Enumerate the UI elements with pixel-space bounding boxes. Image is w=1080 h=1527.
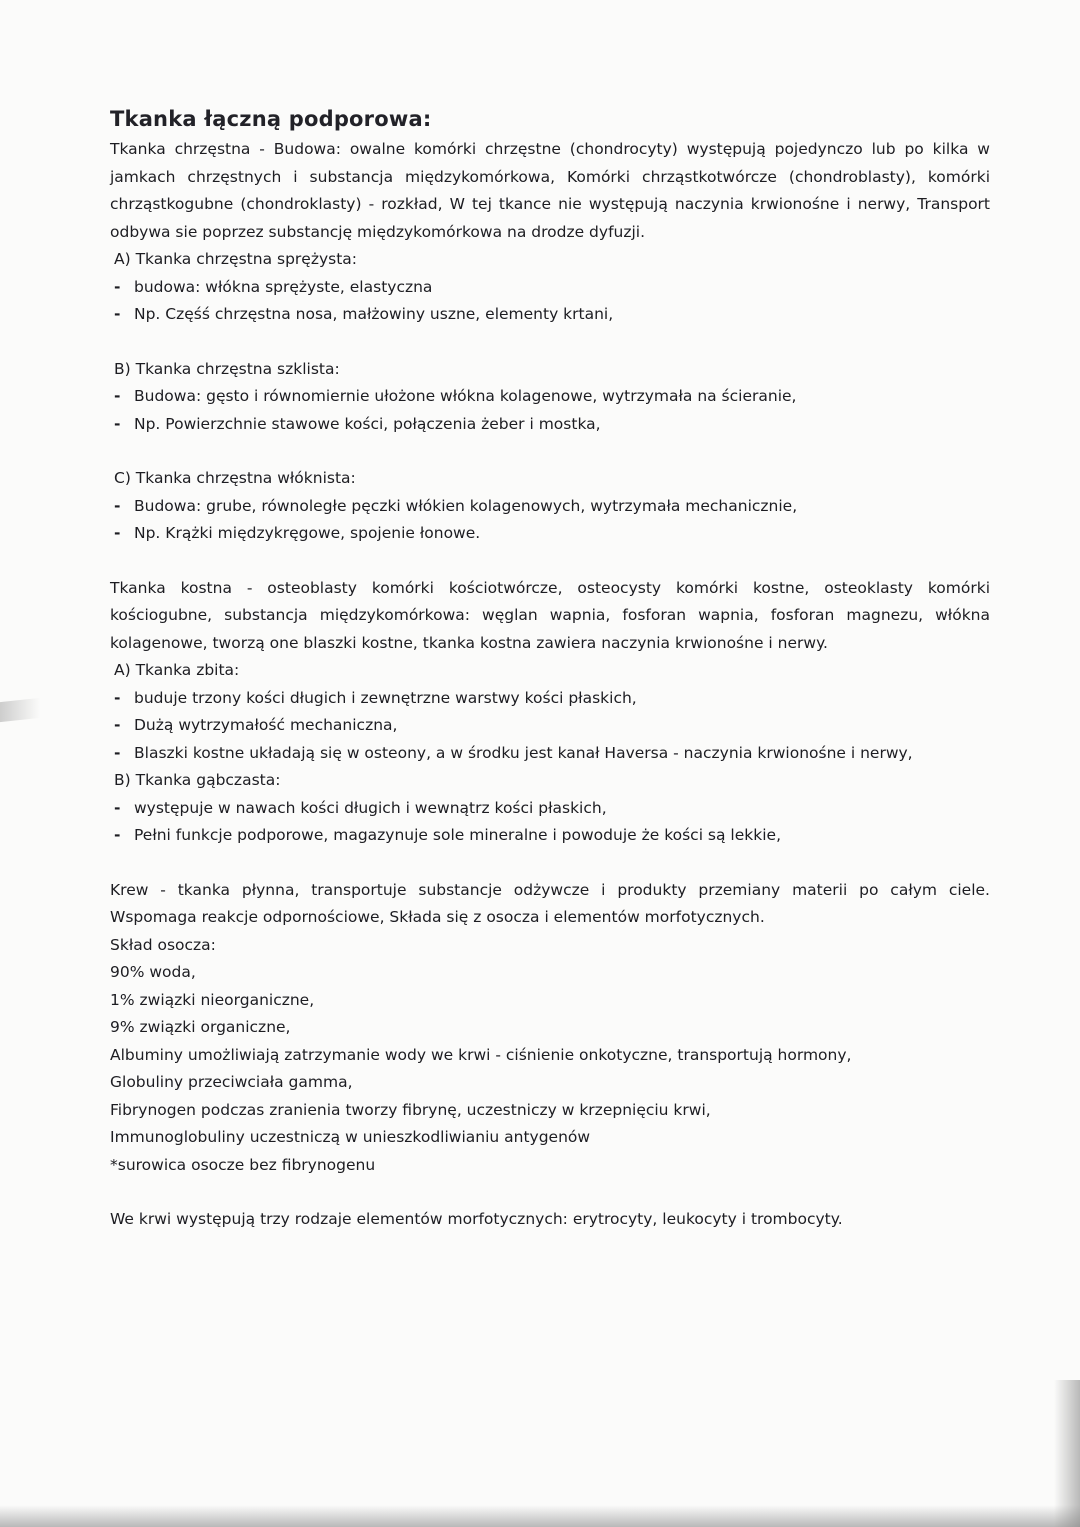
spacer <box>110 548 990 575</box>
bone-intro: Tkanka kostna - osteoblasty komórki kościotwórcze, osteocysty komórki kostne, osteoklasty komórki kościogubne, substancja międzykomórkowa: węglan wapnia, fosforan wapnia, fosforan magnezu, włókna kolagenowe, tworzą one blaszki kostne, tkanka kostna zawiera naczynia krwionośne i nerwy. <box>110 578 990 652</box>
blood-line: Albuminy umożliwiają zatrzymanie wody we krwi - ciśnienie onkotyczne, transportują hormony, <box>110 1045 852 1064</box>
cartilage-b-heading: B) Tkanka chrzęstna szklista: <box>114 359 340 378</box>
cartilage-intro: Tkanka chrzęstna - Budowa: owalne komórki chrzęstne (chondrocyty) występują pojedynczo lub po kilka w jamkach chrzęstnych i substancja międzykomórkowa, Komórki chrząstkotwórcze (chondroblasty), komórki chrząstkogubne (chondroklasty) - rozkład, W tej tkance nie występują naczynia krwionośne i nerwy, Transport odbywa sie poprzez substancję międzykomórkowa na drodze dyfuzji. <box>110 140 990 241</box>
bone-b-list <box>110 795 990 850</box>
blood-intro: Krew - tkanka płynna, transportuje substancje odżywcze i produkty przemiany materii po całym ciele. Wspomaga reakcje odpornościowe, Składa się z osocza i elementów morfotycznych. <box>110 880 990 926</box>
cartilage-a-heading: A) Tkanka chrzęstna sprężysta: <box>114 250 357 268</box>
cartilage-a-list <box>110 274 990 329</box>
blood-line: 1% związki nieorganiczne, <box>110 990 315 1009</box>
list-item: - buduje trzony kości długich i zewnętrzne warstwy kości płaskich, <box>110 685 990 713</box>
blood-line: Immunoglobuliny uczestniczą w unieszkodliwianiu antygenów <box>110 1128 591 1146</box>
bone-a-heading: A) Tkanka zbita: <box>114 661 240 679</box>
list-item: - Blaszki kostne układają się w osteony, a w środku jest kanał Haversa - naczynia krwionośne i nerwy, <box>110 740 990 768</box>
spacer <box>110 329 990 356</box>
cartilage-c-list <box>110 493 990 548</box>
spacer <box>110 850 990 877</box>
spacer <box>110 1179 990 1206</box>
paper-bottom-shadow <box>0 1505 1080 1527</box>
blood-line: 90% woda, <box>110 963 196 981</box>
list-item: - Budowa: grube, równoległe pęczki włókien kolagenowych, wytrzymała mechanicznie, <box>110 493 990 521</box>
spacer <box>110 438 990 465</box>
blood-line: Globuliny przeciwciała gamma, <box>110 1073 353 1091</box>
list-item: - Np. Krążki międzykręgowe, spojenie łonowe. <box>110 520 990 548</box>
document-body <box>110 104 990 1234</box>
cartilage-b-list <box>110 383 990 438</box>
blood-line: Fibrynogen podczas zranienia tworzy fibrynę, uczestniczy w krzepnięciu krwi, <box>110 1100 711 1119</box>
cartilage-c-heading: C) Tkanka chrzęstna włóknista: <box>114 469 356 487</box>
list-item: - budowa: włókna sprężyste, elastyczna <box>110 274 990 302</box>
blood-closing: We krwi występują trzy rodzaje elementów morfotycznych: erytrocyty, leukocyty i trombocyty. <box>110 1210 843 1228</box>
list-item: - Np. Częśś chrzęstna nosa, małżowiny uszne, elementy krtani, <box>110 301 990 329</box>
list-item: - Np. Powierzchnie stawowe kości, połączenia żeber i mostka, <box>110 411 990 439</box>
bone-a-list <box>110 685 990 768</box>
blood-line: Skład osocza: <box>110 935 216 954</box>
bone-b-heading: B) Tkanka gąbczasta: <box>114 771 281 789</box>
list-item: - Budowa: gęsto i równomiernie ułożone włókna kolagenowe, wytrzymała na ścieranie, <box>110 383 990 411</box>
blood-line: *surowica osocze bez fibrynogenu <box>110 1155 376 1174</box>
page-title: Tkanka łączną podporowa: <box>110 107 432 131</box>
list-item: - występuje w nawach kości długich i wewnątrz kości płaskich, <box>110 795 990 823</box>
blood-line: 9% związki organiczne, <box>110 1018 291 1036</box>
list-item: - Pełni funkcje podporowe, magazynuje sole mineralne i powoduje że kości są lekkie, <box>110 822 990 850</box>
list-item: - Dużą wytrzymałość mechaniczna, <box>110 712 990 740</box>
paper-fold-shadow <box>0 698 40 722</box>
